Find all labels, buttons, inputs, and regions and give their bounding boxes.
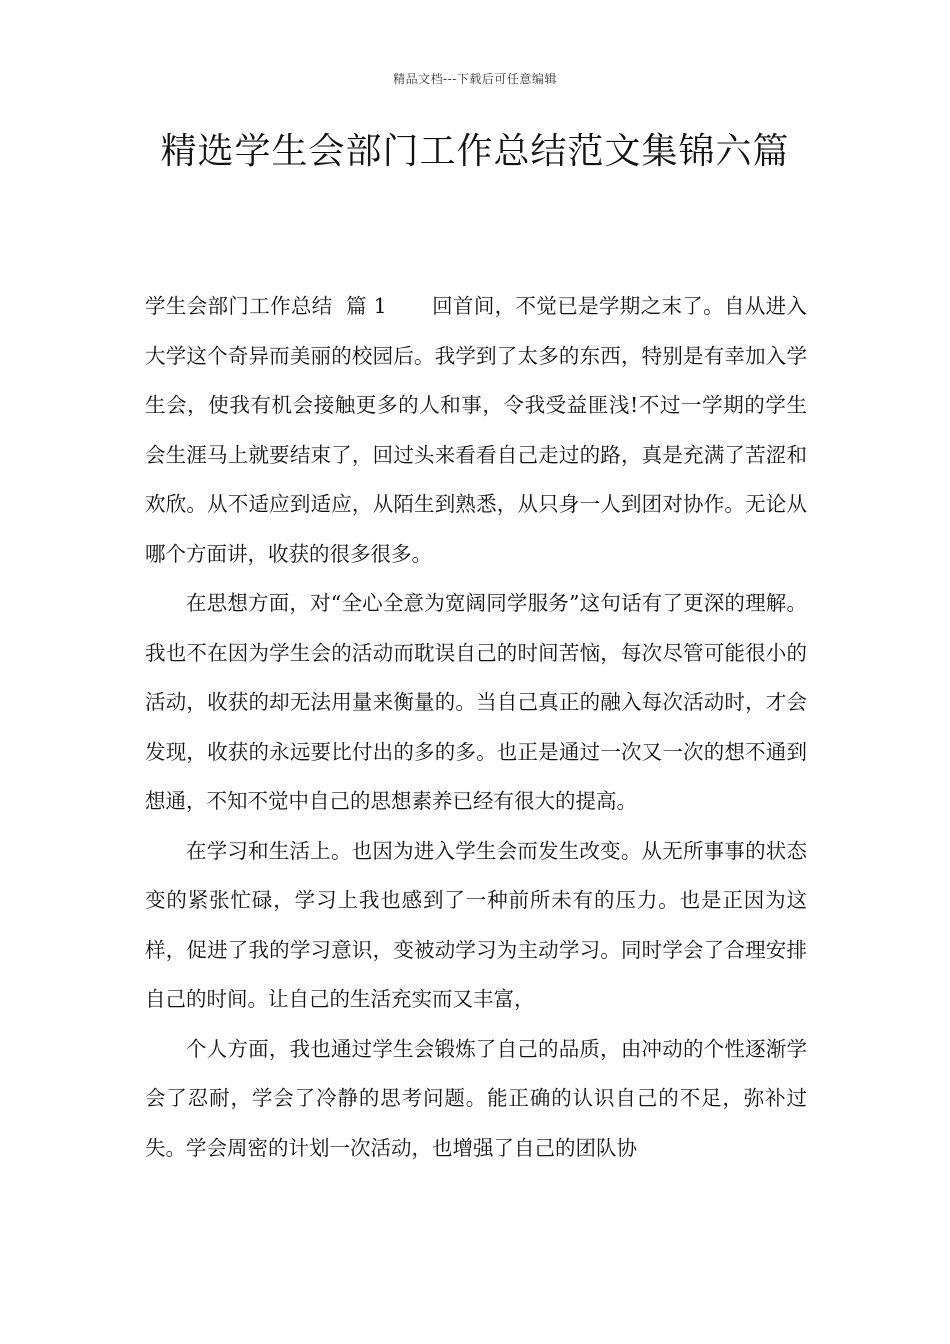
document-body: [145, 282, 807, 1173]
document-title: 精选学生会部门工作总结范文集锦六篇: [160, 131, 790, 172]
header-note: 精品文档---下载后可任意编辑: [393, 72, 557, 86]
paragraph-text: 回首间，不觉已是学期之末了。自从进入大学这个奇异而美丽的校园后。我学到了太多的东西，特别是有幸加入学生会，使我有机会接触更多的人和事，令我受益匪浅!不过一学期的学生会生涯马上就要结束了，回过头来看看自己走过的路，真是充满了苦涩和欢欣。从不适应到适应，从陌生到熟悉，从只身一人到团对协作。无论从哪个方面讲，收获的很多很多。: [145, 294, 808, 566]
paragraph-1: [145, 282, 807, 579]
paragraph-3: 在学习和生活上。也因为进入学生会而发生改变。从无所事事的状态变的紧张忙碌，学习上我也感到了一种前所未有的压力。也是正因为这样，促进了我的学习意识，变被动学习为主动学习。同时学会了合理安排自己的时间。让自己的生活充实而又丰富，: [145, 838, 807, 1011]
paragraph-4: 个人方面，我也通过学生会锻炼了自己的品质，由冲动的个性逐渐学会了忍耐，学会了冷静的思考问题。能正确的认识自己的不足，弥补过失。学会周密的计划一次活动，也增强了自己的团队协: [145, 1036, 807, 1160]
section-label: 学生会部门工作总结: [145, 294, 333, 318]
section-number: 篇 1: [345, 294, 387, 318]
paragraph-2: 在思想方面，对“全心全意为宽阔同学服务”这句话有了更深的理解。我也不在因为学生会的活动而耽误自己的时间苦恼，每次尽管可能很小的活动，收获的却无法用量来衡量的。当自己真正的融入每次活动时，才会发现，收获的永远要比付出的多的多。也正是通过一次又一次的想不通到想通，不知不觉中自己的思想素养已经有很大的提高。: [145, 591, 807, 813]
